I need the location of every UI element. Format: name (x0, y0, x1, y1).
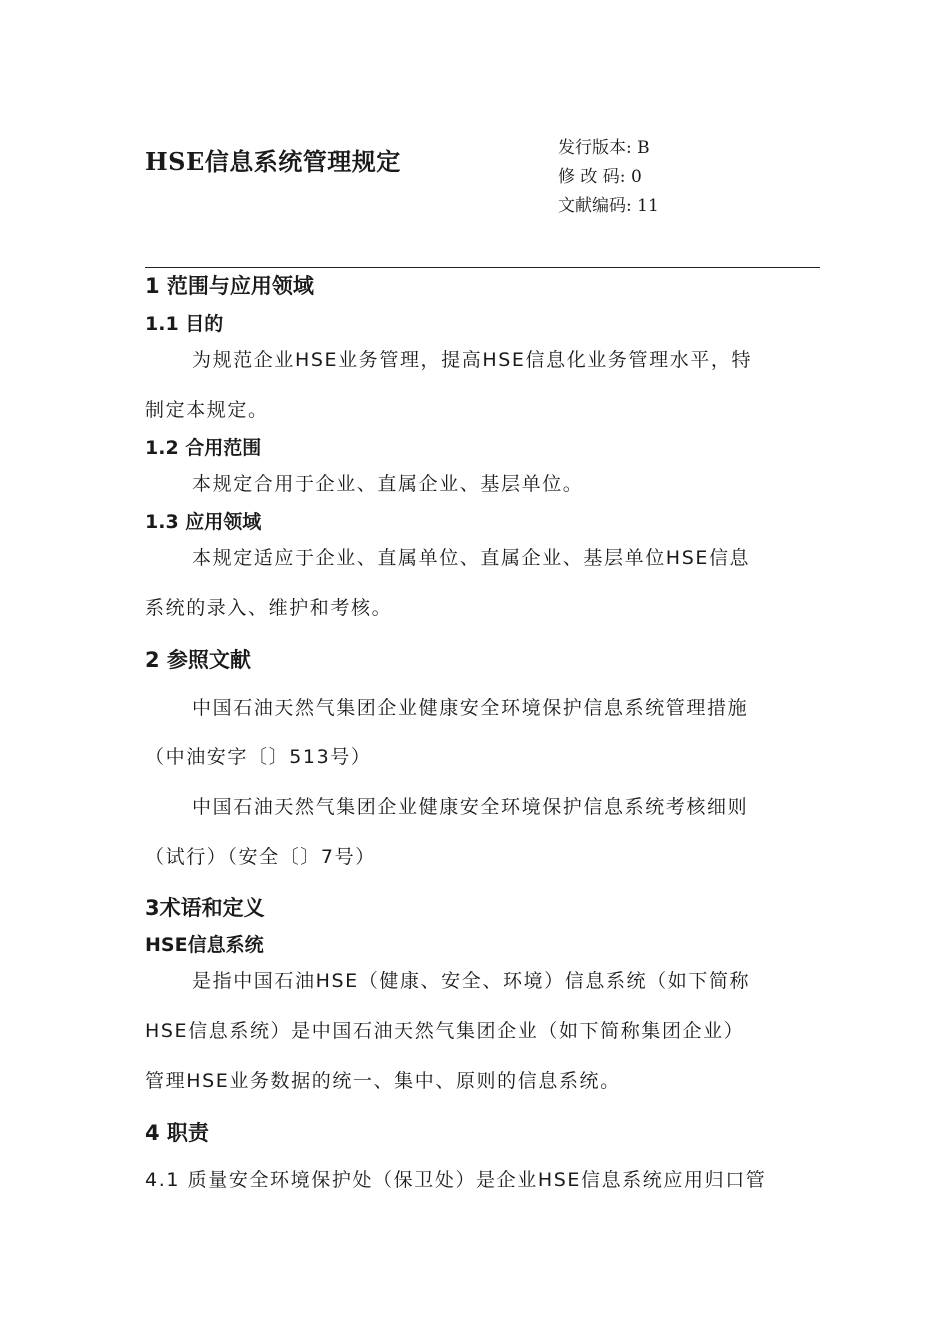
section-1-3-heading: 1.3 应用领域 (145, 511, 262, 533)
paragraph-line: 本规定合用于企业、直属企业、基层单位。 (192, 473, 584, 495)
paragraph-line: 制定本规定。 (145, 399, 269, 421)
paragraph-line: 系统的录入、维护和考核。 (145, 597, 393, 619)
header-divider (145, 267, 820, 268)
meta-doc-code: 文献编码: 11 (558, 196, 659, 216)
section-1-heading: 1 范围与应用领域 (145, 274, 314, 298)
section-1-2-heading: 1.2 合用范围 (145, 437, 262, 459)
section-4-heading: 4 职责 (145, 1121, 209, 1145)
section-3-heading: 3术语和定义 (145, 896, 265, 920)
section-2-heading: 2 参照文献 (145, 648, 251, 672)
paragraph-line: 中国石油天然气集团企业健康安全环境保护信息系统管理措施 (192, 697, 749, 719)
paragraph-line: 为规范企业HSE业务管理，提高HSE信息化业务管理水平，特 (192, 349, 753, 371)
paragraph-line: 本规定适应于企业、直属单位、直属企业、基层单位HSE信息 (192, 547, 751, 569)
document-meta (558, 134, 659, 221)
document-title: HSE信息系统管理规定 (145, 147, 401, 176)
meta-version: 发行版本: B (558, 138, 650, 158)
section-1-1-heading: 1.1 目的 (145, 313, 224, 335)
meta-revision: 修 改 码: 0 (558, 167, 642, 187)
paragraph-line: 是指中国石油HSE（健康、安全、环境）信息系统（如下简称 (192, 970, 751, 992)
paragraph-line: HSE信息系统）是中国石油天然气集团企业（如下简称集团企业） (145, 1020, 745, 1042)
paragraph-line: （试行）（安全〔〕7号） (145, 846, 376, 868)
paragraph-line: 中国石油天然气集团企业健康安全环境保护信息系统考核细则 (192, 796, 749, 818)
paragraph-line: 管理HSE业务数据的统一、集中、原则的信息系统。 (145, 1070, 621, 1092)
section-3-subheading: HSE信息系统 (145, 934, 264, 956)
paragraph-line: 4.1 质量安全环境保护处（保卫处）是企业HSE信息系统应用归口管 (145, 1169, 767, 1191)
paragraph-line: （中油安字〔〕513号） (145, 746, 372, 768)
